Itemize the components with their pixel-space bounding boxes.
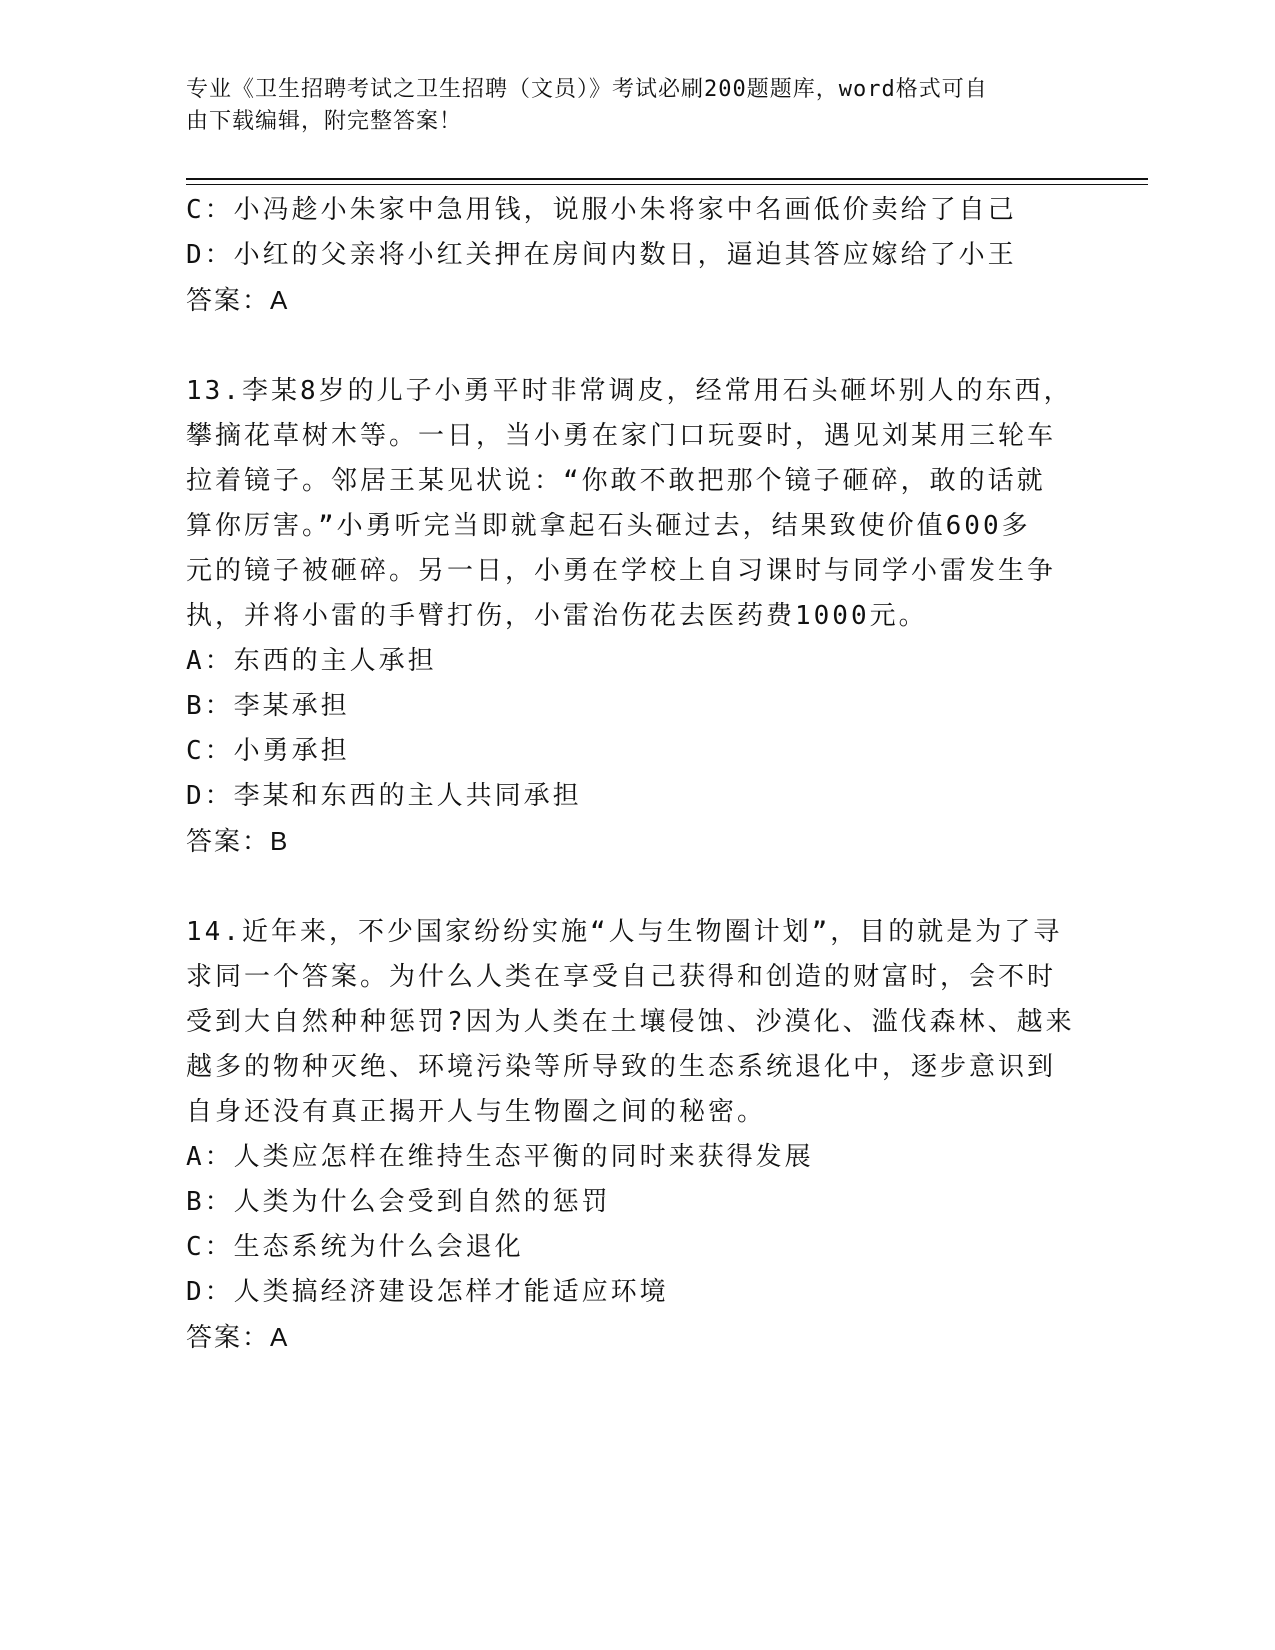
- question-stem-line: 受到大自然种种惩罚?因为人类在土壤侵蚀、沙漠化、滥伐森林、越来: [186, 1007, 1075, 1037]
- option-c: C：小冯趁小朱家中急用钱，说服小朱将家中名画低价卖给了自己: [186, 195, 1017, 225]
- option-d: D：李某和东西的主人共同承担: [186, 781, 582, 811]
- option-c: C：生态系统为什么会退化: [186, 1232, 524, 1262]
- question-stem-line: 算你厉害。”小勇听完当即就拿起石头砸过去，结果致使价值600多: [186, 511, 1031, 541]
- question-stem-line: 攀摘花草树木等。一日，当小勇在家门口玩耍时，遇见刘某用三轮车: [186, 421, 1057, 451]
- answer-line: 答案：B: [186, 826, 290, 856]
- header-divider-thin: [186, 184, 1148, 185]
- page-header: [186, 74, 1086, 138]
- header-divider-thick: [186, 178, 1148, 180]
- option-b: B：人类为什么会受到自然的惩罚: [186, 1187, 611, 1217]
- question-13: [186, 369, 1086, 864]
- question-stem-line: 执，并将小雷的手臂打伤，小雷治伤花去医药费1000元。: [186, 601, 928, 631]
- question-stem-line: 自身还没有真正揭开人与生物圈之间的秘密。: [186, 1097, 767, 1127]
- question-12-tail: [186, 188, 1086, 323]
- option-d: D：人类搞经济建设怎样才能适应环境: [186, 1277, 669, 1307]
- option-b: B：李某承担: [186, 691, 350, 721]
- answer-line: 答案：A: [186, 285, 290, 315]
- option-a: A：东西的主人承担: [186, 646, 437, 676]
- option-c: C：小勇承担: [186, 736, 350, 766]
- question-stem-line: 元的镜子被砸碎。另一日，小勇在学校上自习课时与同学小雷发生争: [186, 556, 1057, 586]
- spacer: [186, 864, 1086, 910]
- question-stem-line: 13.李某8岁的儿子小勇平时非常调皮，经常用石头砸坏别人的东西，: [186, 376, 1073, 406]
- question-stem-line: 越多的物种灭绝、环境污染等所导致的生态系统退化中，逐步意识到: [186, 1052, 1057, 1082]
- option-a: A：人类应怎样在维持生态平衡的同时来获得发展: [186, 1142, 814, 1172]
- question-stem-line: 求同一个答案。为什么人类在享受自己获得和创造的财富时，会不时: [186, 962, 1057, 992]
- header-line-1: 专业《卫生招聘考试之卫生招聘（文员）》考试必刷200题题库，word格式可自: [186, 77, 988, 102]
- spacer: [186, 323, 1086, 369]
- document-body: [186, 188, 1086, 1360]
- answer-line: 答案：A: [186, 1322, 290, 1352]
- question-stem-line: 14.近年来，不少国家纷纷实施“人与生物圈计划”，目的就是为了寻: [186, 917, 1063, 947]
- question-stem-line: 拉着镜子。邻居王某见状说：“你敢不敢把那个镜子砸碎，敢的话就: [186, 466, 1046, 496]
- header-line-2: 由下载编辑，附完整答案！: [186, 109, 463, 134]
- question-14: [186, 910, 1086, 1360]
- option-d: D：小红的父亲将小红关押在房间内数日，逼迫其答应嫁给了小王: [186, 240, 1017, 270]
